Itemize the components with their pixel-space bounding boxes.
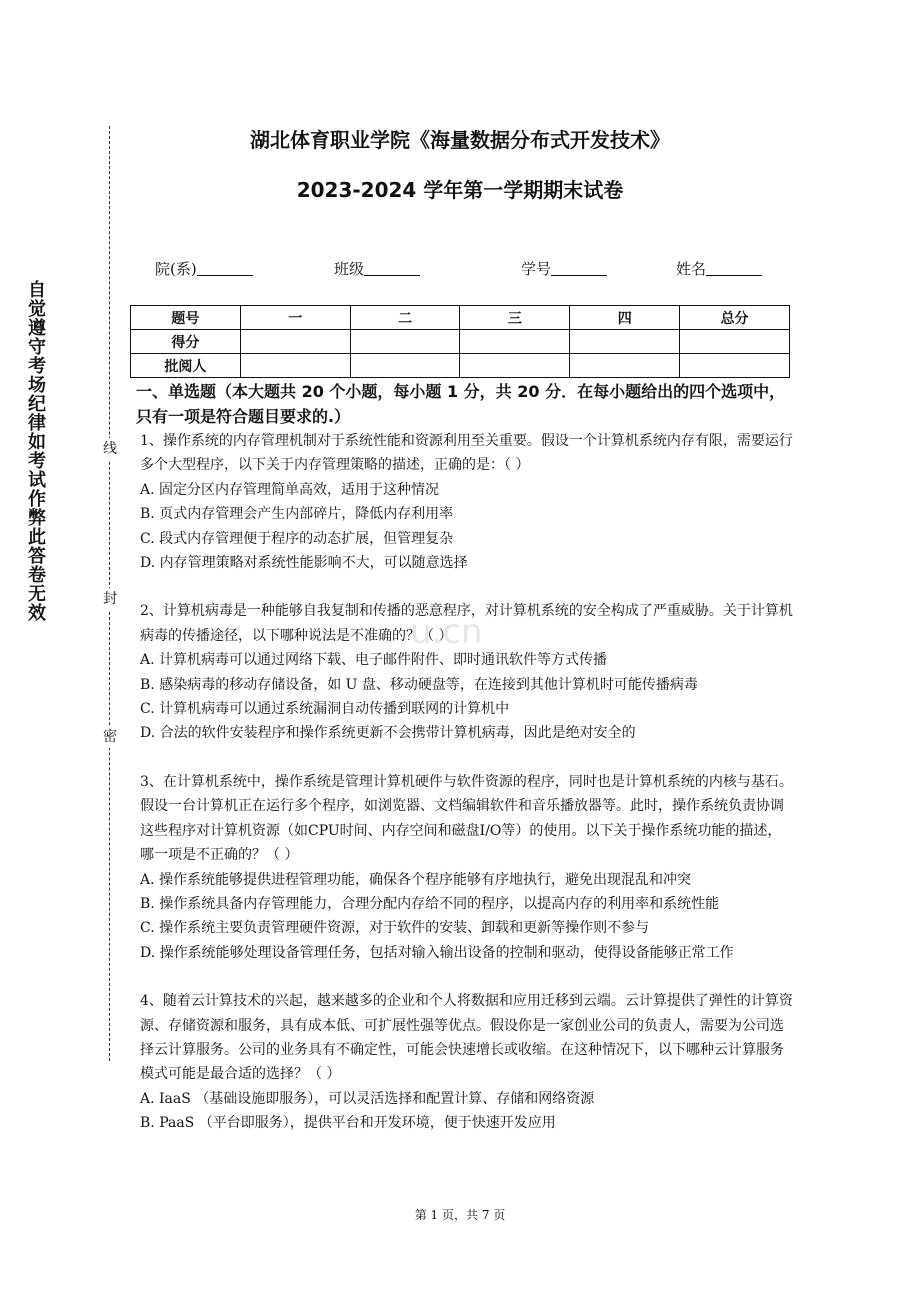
student-id-blank[interactable] [551,261,607,276]
header-cell: 一 [240,306,350,330]
binding-mark-secret: 密 [100,726,120,748]
reviewer-cell[interactable] [460,354,570,378]
exam-subtitle: 2023-2024 学年第一学期期末试卷 [296,178,624,202]
score-cell[interactable] [240,330,350,354]
student-id-field [521,258,607,279]
row-label: 批阅人 [131,354,241,378]
option-c: C. 段式内存管理便于程序的动态扩展，但管理复杂 [140,530,454,547]
name-blank[interactable] [706,261,762,276]
question-stem: 3、在计算机系统中，操作系统是管理计算机硬件与软件资源的程序，同时也是计算机系统的内核与基石。假设一台计算机正在运行多个程序，如浏览器、文档编辑软件和音乐播放器等。此时，操作系统负责协调这些程序对计算机资源（如CPU时间、内存空间和磁盘I/O等）的使用。以下关于操作系统功能的描述，哪一项是不正确的？（ ） [140,773,793,864]
option-c: C. 计算机病毒可以通过系统漏洞自动传播到联网的计算机中 [140,701,510,718]
binding-mark-seal: 封 [100,588,120,610]
dept-field [155,258,253,279]
option-b: B. PaaS （平台即服务），提供平台和开发环境，便于快速开发应用 [140,1115,556,1132]
question-stem: 4、随着云计算技术的兴起，越来越多的企业和个人将数据和应用迁移到云端。云计算提供了弹性的计算资源、存储资源和服务，具有成本低、可扩展性强等优点。假设你是一家创业公司的负责人，需要为公司选择云计算服务。公司的业务具有不确定性，可能会快速增长或收缩。在这种情况下，以下哪种云计算服务模式可能是最合适的选择？（ ） [140,993,793,1083]
header-cell: 三 [460,306,570,330]
question-stem: 2、计算机病毒是一种能够自我复制和传播的恶意程序，对计算机系统的安全构成了严重威胁。关于计算机病毒的传播途径，以下哪种说法是不准确的？（ ） [140,603,793,644]
score-cell[interactable] [680,330,790,354]
question-stem: 1、操作系统的内存管理机制对于系统性能和资源利用至关重要。假设一个计算机系统内存有限，需要运行多个大型程序，以下关于内存管理策略的描述，正确的是：（ ） [140,433,793,474]
score-cell[interactable] [350,330,460,354]
reviewer-cell[interactable] [350,354,460,378]
score-row [131,330,790,354]
reviewer-cell[interactable] [680,354,790,378]
header-cell: 题号 [131,306,241,330]
header-cell: 总分 [680,306,790,330]
reviewer-row [131,354,790,378]
score-table [130,305,790,378]
reviewer-cell[interactable] [240,354,350,378]
option-a: A. 固定分区内存管理简单高效，适用于这种情况 [140,481,440,498]
class-label: 班级 [334,260,365,278]
question-3 [140,770,795,965]
option-b: B. 感染病毒的移动存储设备，如 U 盘、移动硬盘等，在连接到其他计算机时可能传播病毒 [140,676,698,693]
option-b: B. 页式内存管理会产生内部碎片，降低内存利用率 [140,506,454,523]
watermark: u.cn [410,612,483,652]
option-b: B. 操作系统具备内存管理能力，合理分配内存给不同的程序，以提高内存的利用率和系统性能 [140,895,720,912]
option-a: A. 计算机病毒可以通过网络下载、电子邮件附件、即时通讯软件等方式传播 [140,652,608,669]
option-a: A. 操作系统能够提供进程管理功能，确保各个程序能够有序地执行，避免出现混乱和冲突 [140,871,692,888]
dept-blank[interactable] [197,261,253,276]
exam-title: 湖北体育职业学院《海量数据分布式开发技术》 [250,128,670,152]
option-d: D. 合法的软件安装程序和操作系统更新不会携带计算机病毒，因此是绝对安全的 [140,725,636,742]
page-footer: 第 1 页，共 7 页 [414,1208,506,1222]
score-cell[interactable] [460,330,570,354]
score-cell[interactable] [570,330,680,354]
reviewer-cell[interactable] [570,354,680,378]
class-blank[interactable] [364,261,420,276]
option-a: A. IaaS （基础设施即服务），可以灵活选择和配置计算、存储和网络资源 [140,1090,595,1107]
class-field [334,258,420,279]
header-cell: 四 [570,306,680,330]
option-c: C. 操作系统主要负责管理硬件资源，对于软件的安装、卸载和更新等操作则不参与 [140,920,650,937]
dept-label: 院(系) [155,260,197,278]
row-label: 得分 [131,330,241,354]
question-4 [140,989,795,1135]
score-table-header-row [131,306,790,330]
name-field [676,258,762,279]
question-1 [140,429,795,575]
exam-discipline-notice: 自觉遵守考场纪律如考试作弊此答卷无效 [25,280,46,622]
option-d: D. 内存管理策略对系统性能影响不大，可以随意选择 [140,555,468,572]
header-cell: 二 [350,306,460,330]
student-id-label: 学号 [521,260,552,278]
binding-mark-line: 线 [100,438,120,460]
exam-content [136,380,795,1136]
option-d: D. 操作系统能够处理设备管理任务，包括对输入输出设备的控制和驱动，使得设备能够正常工作 [140,944,734,961]
section-heading: 一、单选题（本大题共 20 个小题，每小题 1 分，共 20 分．在每小题给出的四个选项中，只有一项是符合题目要求的.） [136,382,786,426]
name-label: 姓名 [676,260,707,278]
